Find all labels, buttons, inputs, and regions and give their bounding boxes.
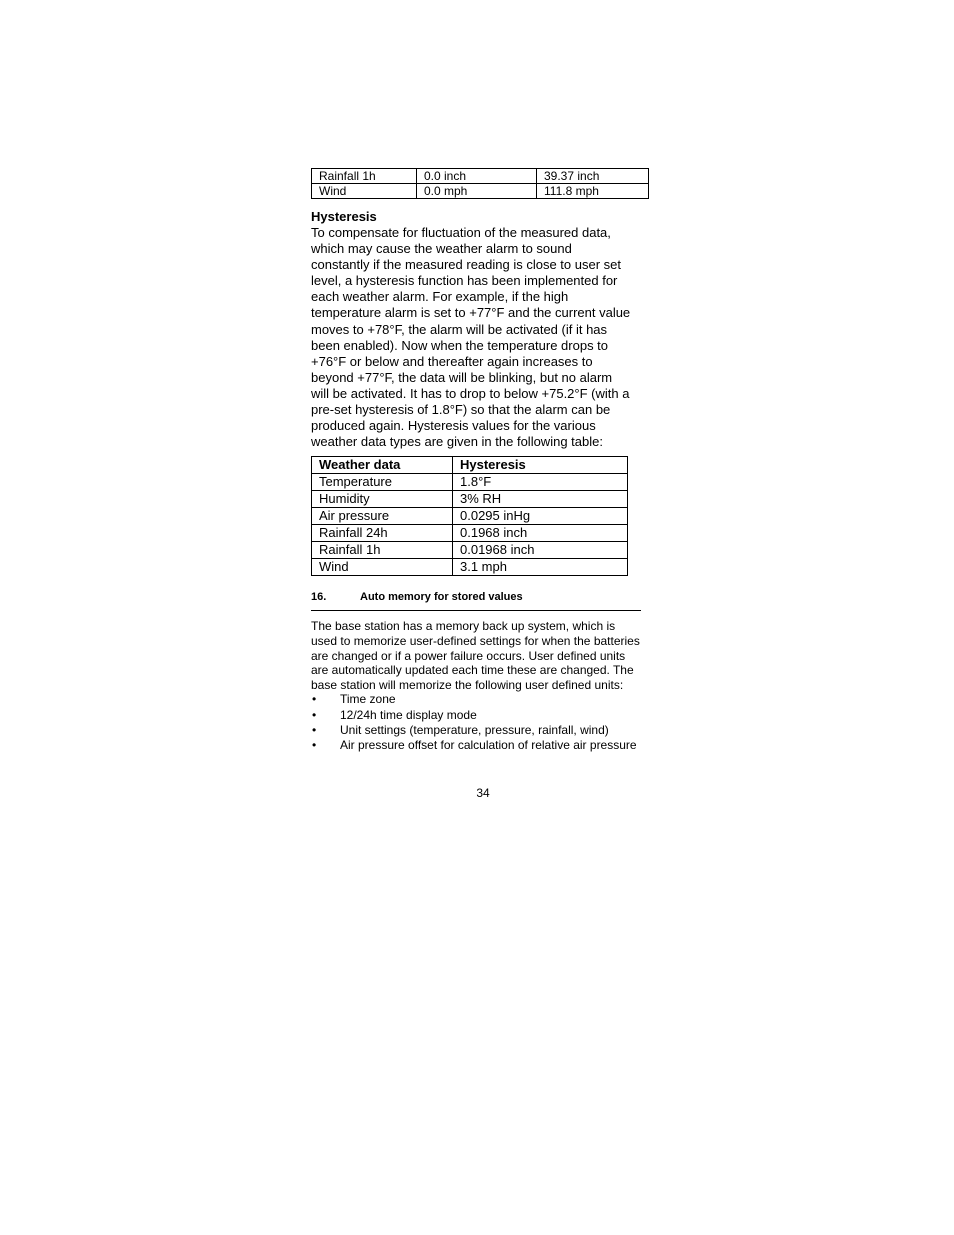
list-item-text: 12/24h time display mode <box>340 707 477 722</box>
list-item <box>311 723 659 738</box>
table-row <box>312 491 628 508</box>
hysteresis-table <box>311 456 628 576</box>
table-cell: Air pressure <box>312 508 453 525</box>
table-cell: Wind <box>312 559 453 576</box>
list-item <box>311 708 659 723</box>
table-cell: Humidity <box>312 491 453 508</box>
table-cell: 0.01968 inch <box>453 542 628 559</box>
table-row <box>312 508 628 525</box>
table-cell: Rainfall 24h <box>312 525 453 542</box>
text-line: temperature alarm is set to +77°F and the current value <box>311 305 631 321</box>
table-header-row <box>312 457 628 474</box>
table-cell: 0.0 mph <box>417 184 537 199</box>
page-number: 34 <box>476 786 490 800</box>
text-line: are automatically updated each time these are changed. The <box>311 663 634 678</box>
table-cell: 3% RH <box>453 491 628 508</box>
text-line: constantly if the measured reading is close to user set <box>311 257 621 273</box>
column-header: Hysteresis <box>453 457 628 474</box>
table-cell: 111.8 mph <box>537 184 649 199</box>
table-cell: Rainfall 1h <box>312 542 453 559</box>
text-line: used to memorize user-defined settings for when the batteries <box>311 633 640 648</box>
text-line: produced again. Hysteresis values for the various <box>311 418 596 434</box>
text-line: pre-set hysteresis of 1.8°F) so that the alarm can be <box>311 402 611 418</box>
table-row <box>312 184 649 199</box>
text-line: base station will memorize the following user defined units: <box>311 677 624 692</box>
table-row <box>312 474 628 491</box>
table-row <box>312 169 649 184</box>
text-line: been enabled). Now when the temperature drops to <box>311 337 609 353</box>
table-cell: 3.1 mph <box>453 559 628 576</box>
table-cell: Rainfall 1h <box>312 169 417 184</box>
text-line: beyond +77°F, the data will be blinking, but no alarm <box>311 369 613 385</box>
range-table <box>311 168 649 199</box>
bullet-icon: • <box>312 707 317 722</box>
table-cell: 1.8°F <box>453 474 628 491</box>
text-line: level, a hysteresis function has been implemented for <box>311 273 618 289</box>
table-cell: Wind <box>312 184 417 199</box>
text-line: moves to +78°F, the alarm will be activated (if it has <box>311 321 608 337</box>
list-item <box>311 738 659 753</box>
section-heading <box>311 590 641 611</box>
table-cell: 0.1968 inch <box>453 525 628 542</box>
table-cell: 0.0 inch <box>417 169 537 184</box>
text-line: each weather alarm. For example, if the high <box>311 289 569 305</box>
bullet-icon: • <box>312 692 317 707</box>
table-row <box>312 559 628 576</box>
memory-paragraph <box>311 619 659 692</box>
text-line: weather data types are given in the following table: <box>311 434 603 450</box>
list-item-text: Time zone <box>340 692 396 707</box>
table-cell: 0.0295 inHg <box>453 508 628 525</box>
table-cell: Temperature <box>312 474 453 491</box>
section-number: 16. <box>311 591 327 604</box>
section-title: Auto memory for stored values <box>360 591 523 604</box>
manual-page-content <box>311 168 659 753</box>
list-item-text: Air pressure offset for calculation of relative air pressure <box>340 738 637 753</box>
table-cell: 39.37 inch <box>537 169 649 184</box>
list-item-text: Unit settings (temperature, pressure, rainfall, wind) <box>340 722 609 737</box>
text-line: +76°F or below and thereafter again increases to <box>311 353 593 369</box>
text-line: will be activated. It has to drop to below +75.2°F (with a <box>311 385 630 401</box>
column-header: Weather data <box>312 457 453 474</box>
text-line: The base station has a memory back up system, which is <box>311 619 616 634</box>
memorized-units-list <box>311 692 659 753</box>
list-item <box>311 692 659 707</box>
hysteresis-paragraph <box>311 225 659 450</box>
text-line: To compensate for fluctuation of the measured data, <box>311 225 611 240</box>
text-line: which may cause the weather alarm to sound <box>311 241 572 257</box>
bullet-icon: • <box>312 738 317 753</box>
bullet-icon: • <box>312 722 317 737</box>
text-line: are changed or if a power failure occurs. User defined units <box>311 648 626 663</box>
table-row <box>312 525 628 542</box>
hysteresis-heading: Hysteresis <box>311 209 377 224</box>
table-row <box>312 542 628 559</box>
